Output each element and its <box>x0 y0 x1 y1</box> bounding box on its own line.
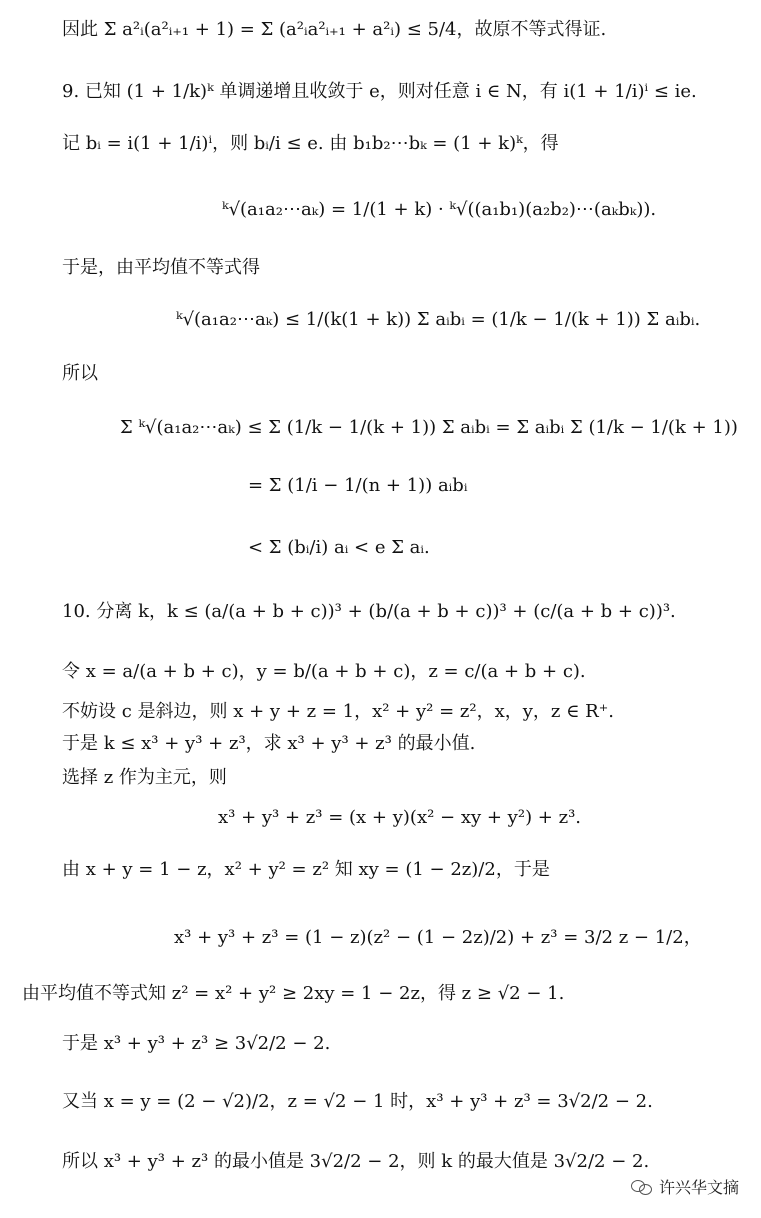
math-display: x³ + y³ + z³ = (1 − z)(z² − (1 − 2z)/2) + z³ = 3/2 z − 1/2， <box>174 927 702 948</box>
text-line: 记 bᵢ = i(1 + 1/i)ⁱ，则 bᵢ/i ≤ e. 由 b₁b₂⋯bₖ = (1 + k)ᵏ，得 <box>62 133 559 154</box>
text-line: 由平均值不等式知 z² = x² + y² ≥ 2xy = 1 − 2z，得 z ≥ √2 − 1. <box>22 983 565 1004</box>
text-line: 又当 x = y = (2 − √2)/2，z = √2 − 1 时，x³ + y³ + z³ = 3√2/2 − 2. <box>62 1091 653 1112</box>
text-line: 10. 分离 k，k ≤ (a/(a + b + c))³ + (b/(a + b + c))³ + (c/(a + b + c))³. <box>62 601 676 622</box>
math-display: Σ ᵏ√(a₁a₂⋯aₖ) ≤ Σ (1/k − 1/(k + 1)) Σ aᵢbᵢ = Σ aᵢbᵢ Σ (1/k − 1/(k + 1)) <box>120 417 738 438</box>
watermark <box>631 1175 739 1198</box>
text-line: 令 x = a/(a + b + c)，y = b/(a + b + c)，z = c/(a + b + c). <box>62 661 586 682</box>
watermark-text: 许兴华文摘 <box>658 1178 739 1197</box>
text-line: 选择 z 作为主元，则 <box>62 767 227 788</box>
text-line: 于是 x³ + y³ + z³ ≥ 3√2/2 − 2. <box>62 1033 331 1054</box>
text-line: 9. 已知 (1 + 1/k)ᵏ 单调递增且收敛于 e，则对任意 i ∈ N，有 i(1 + 1/i)ⁱ ≤ ie. <box>62 81 697 102</box>
math-display: < Σ (bᵢ/i) aᵢ < e Σ aᵢ. <box>248 537 430 558</box>
text-line: 因此 Σ a²ᵢ(a²ᵢ₊₁ + 1) = Σ (a²ᵢa²ᵢ₊₁ + a²ᵢ) ≤ 5/4，故原不等式得证. <box>62 19 607 40</box>
text-line: 所以 x³ + y³ + z³ 的最小值是 3√2/2 − 2，则 k 的最大值是 3√2/2 − 2. <box>62 1151 650 1172</box>
text-line: 于是 k ≤ x³ + y³ + z³，求 x³ + y³ + z³ 的最小值. <box>62 733 476 754</box>
text-line: 不妨设 c 是斜边，则 x + y + z = 1，x² + y² = z²，x，y，z ∈ R⁺. <box>62 701 614 722</box>
text-line: 于是，由平均值不等式得 <box>62 257 260 278</box>
math-display: ᵏ√(a₁a₂⋯aₖ) ≤ 1/(k(1 + k)) Σ aᵢbᵢ = (1/k − 1/(k + 1)) Σ aᵢbᵢ. <box>176 309 701 330</box>
text-line: 所以 <box>62 363 98 384</box>
math-display: x³ + y³ + z³ = (x + y)(x² − xy + y²) + z³. <box>218 807 582 828</box>
wechat-icon <box>631 1179 653 1195</box>
math-display: = Σ (1/i − 1/(n + 1)) aᵢbᵢ <box>248 475 468 496</box>
math-display: ᵏ√(a₁a₂⋯aₖ) = 1/(1 + k) · ᵏ√((a₁b₁)(a₂b₂)⋯(aₖbₖ)). <box>222 199 657 220</box>
text-line: 由 x + y = 1 − z，x² + y² = z² 知 xy = (1 − 2z)/2，于是 <box>62 859 550 880</box>
